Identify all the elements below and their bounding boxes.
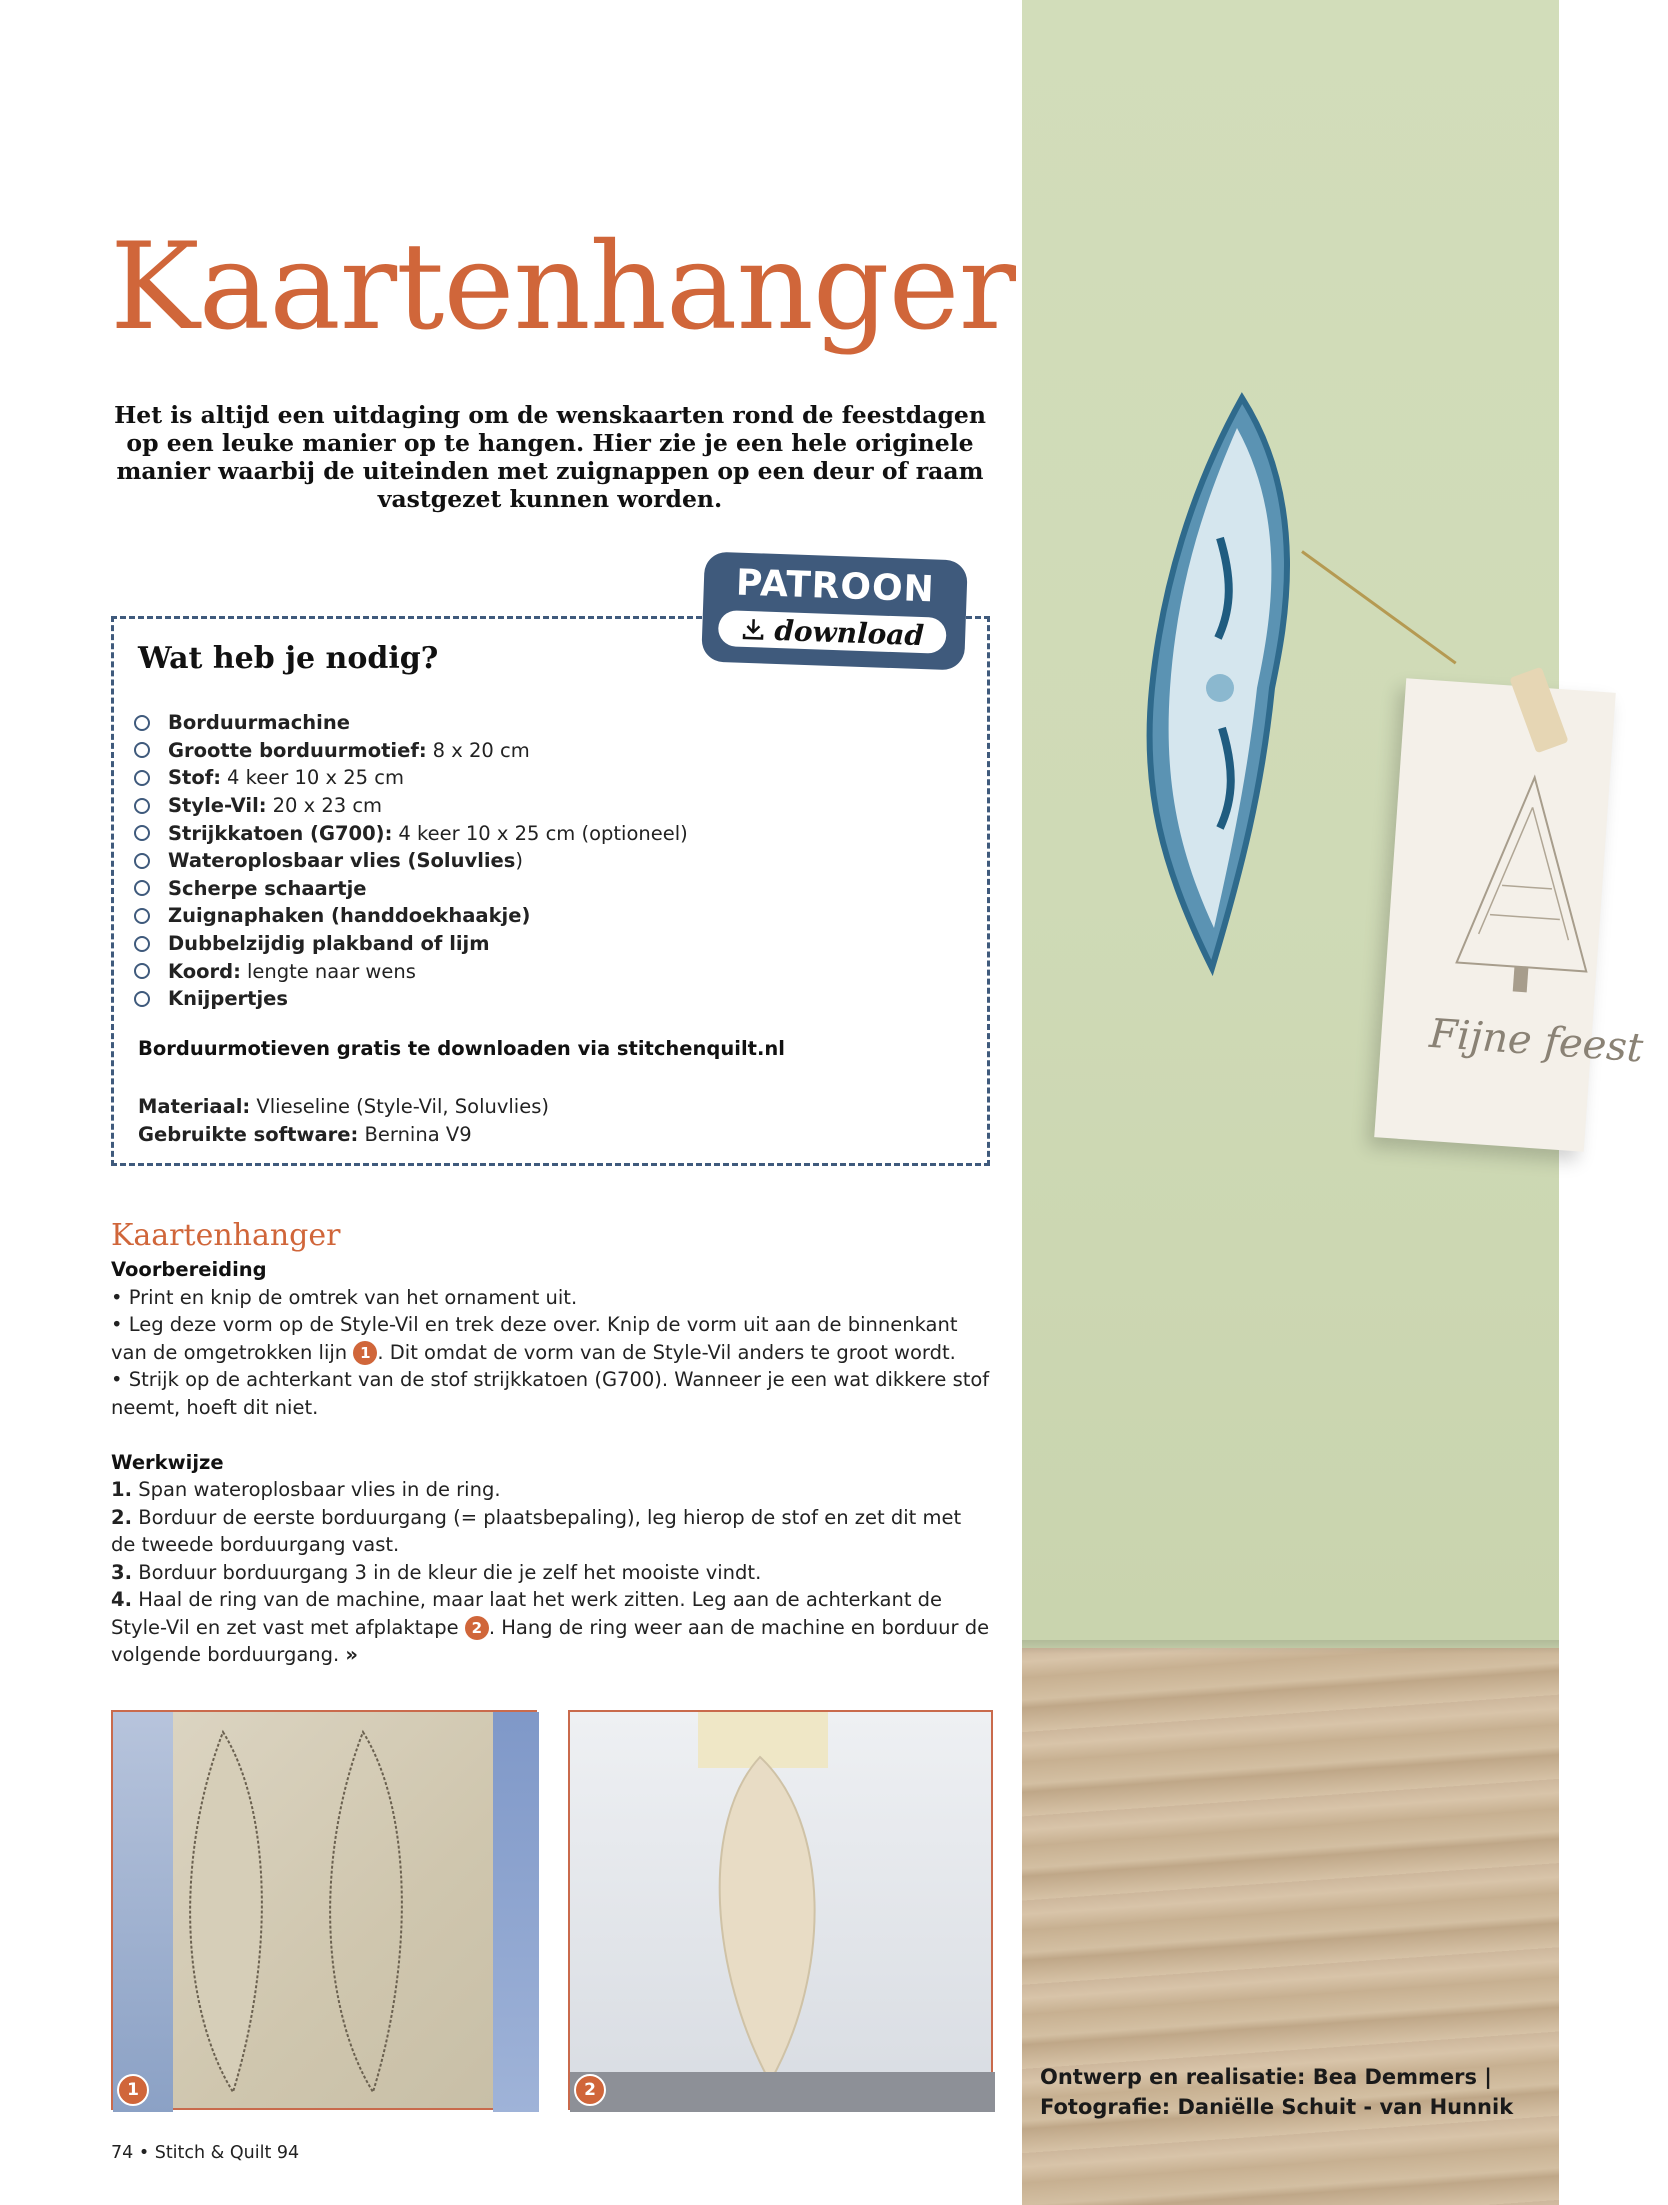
intro-text: Het is altijd een uitdaging om de wenskaarten rond de feestdagen op een leuke manier op te hangen. Hier zie je een hele originele manier waarbij de uiteinden met zuignappen op een deur of raam vastgezet kunnen worden. xyxy=(114,401,986,513)
prep-heading: Voorbereiding xyxy=(111,1258,267,1281)
download-button[interactable] xyxy=(718,610,947,654)
list-item: Style-Vil: 20 x 23 cm xyxy=(134,792,954,820)
work-step: 1. Span wateroplosbaar vlies in de ring. xyxy=(111,1478,501,1501)
list-item: Koord: lengte naar wens xyxy=(134,957,954,985)
circle-bullet-icon xyxy=(134,770,150,786)
page-title: Kaartenhanger xyxy=(110,218,1015,357)
traced-shapes xyxy=(113,1712,539,2112)
ornament xyxy=(1122,388,1322,978)
pattern-download-badge[interactable] xyxy=(701,551,968,670)
circle-bullet-icon xyxy=(134,963,150,979)
circle-bullet-icon xyxy=(134,715,150,731)
download-icon xyxy=(740,616,767,643)
materials-list xyxy=(134,709,954,1013)
cut-shape xyxy=(570,1712,995,2112)
circle-bullet-icon xyxy=(134,880,150,896)
photo-number: 2 xyxy=(574,2074,606,2106)
work-step: 4. Haal de ring van de machine, maar laat het werk zitten. Leg aan de achterkant de Style-Vil en zet vast met afplaktape 2 . Hang de ring weer aan de machine en borduur de volgende borduurgang. » xyxy=(111,1588,990,1666)
materials-title: Wat heb je nodig? xyxy=(138,641,439,676)
continue-mark: » xyxy=(345,1643,359,1666)
photo-number: 1 xyxy=(117,2074,149,2106)
list-item: Knijpertjes xyxy=(134,985,954,1013)
section-title: Kaartenhanger xyxy=(111,1218,341,1253)
materials-box xyxy=(111,616,990,1166)
work-step: 2. Borduur de eerste borduurgang (= plaatsbepaling), leg hierop de stof en zet dit met de tweede borduurgang vast. xyxy=(111,1505,962,1556)
download-label: download xyxy=(773,613,925,652)
circle-bullet-icon xyxy=(134,798,150,814)
hanging-cord xyxy=(1301,550,1456,664)
prep-step: • Strijk op de achterkant van de stof strijkkatoen (G700). Wanneer je een wat dikkere stof neemt, hoeft dit niet. xyxy=(111,1368,990,1419)
list-item: Wateroplosbaar vlies (Soluvlies ) xyxy=(134,847,954,875)
list-item: Grootte borduurmotief: 8 x 20 cm xyxy=(134,737,954,765)
list-item: Stof: 4 keer 10 x 25 cm xyxy=(134,764,954,792)
card-greeting: Fijne feest xyxy=(1427,1010,1645,1072)
list-item: Strijkkatoen (G700): 4 keer 10 x 25 cm (optioneel) xyxy=(134,819,954,847)
list-item: Borduurmachine xyxy=(134,709,954,737)
step-photo-2 xyxy=(568,1710,993,2110)
tree-illustration xyxy=(1445,762,1611,1002)
badge-title: PATROON xyxy=(735,562,936,611)
photo-ref-1: 1 xyxy=(353,1341,377,1365)
floor-shadow xyxy=(1022,1640,1559,1654)
greeting-card xyxy=(1374,678,1645,1152)
list-item: Dubbelzijdig plakband of lijm xyxy=(134,930,954,958)
circle-bullet-icon xyxy=(134,936,150,952)
circle-bullet-icon xyxy=(134,853,150,869)
prep-step: • Print en knip de omtrek van het ornament uit. xyxy=(111,1285,578,1309)
work-step: 3. Borduur borduurgang 3 in de kleur die je zelf het mooiste vindt. xyxy=(111,1560,762,1584)
circle-bullet-icon xyxy=(134,742,150,758)
photo-background xyxy=(570,2072,995,2112)
page-footer: 74 • Stitch & Quilt 94 xyxy=(111,2143,300,2163)
list-item: Zuignaphaken (handdoekhaakje) xyxy=(134,902,954,930)
instructions xyxy=(111,1256,991,1669)
step-photo-1 xyxy=(111,1710,537,2110)
circle-bullet-icon xyxy=(134,825,150,841)
side-photo xyxy=(1022,0,1645,2205)
materials-meta: Materiaal: Vlieseline (Style-Vil, Soluvlies) Gebruikte software: Bernina V9 xyxy=(138,1095,549,1146)
photo-credit: Ontwerp en realisatie: Bea Demmers | Fotografie: Daniëlle Schuit - van Hunnik xyxy=(1040,2065,1514,2119)
photo-ref-2: 2 xyxy=(465,1616,489,1640)
list-item: Scherpe schaartje xyxy=(134,875,954,903)
download-note: Borduurmotieven gratis te downloaden via stitchenquilt.nl xyxy=(138,1037,785,1060)
circle-bullet-icon xyxy=(134,908,150,924)
work-heading: Werkwijze xyxy=(111,1450,224,1474)
circle-bullet-icon xyxy=(134,991,150,1007)
prep-step: • Leg deze vorm op de Style-Vil en trek deze over. Knip de vorm uit aan de binnenkant van de omgetrokken lijn 1 . Dit omdat de vorm van de Style-Vil anders te groot wordt. xyxy=(111,1313,958,1364)
